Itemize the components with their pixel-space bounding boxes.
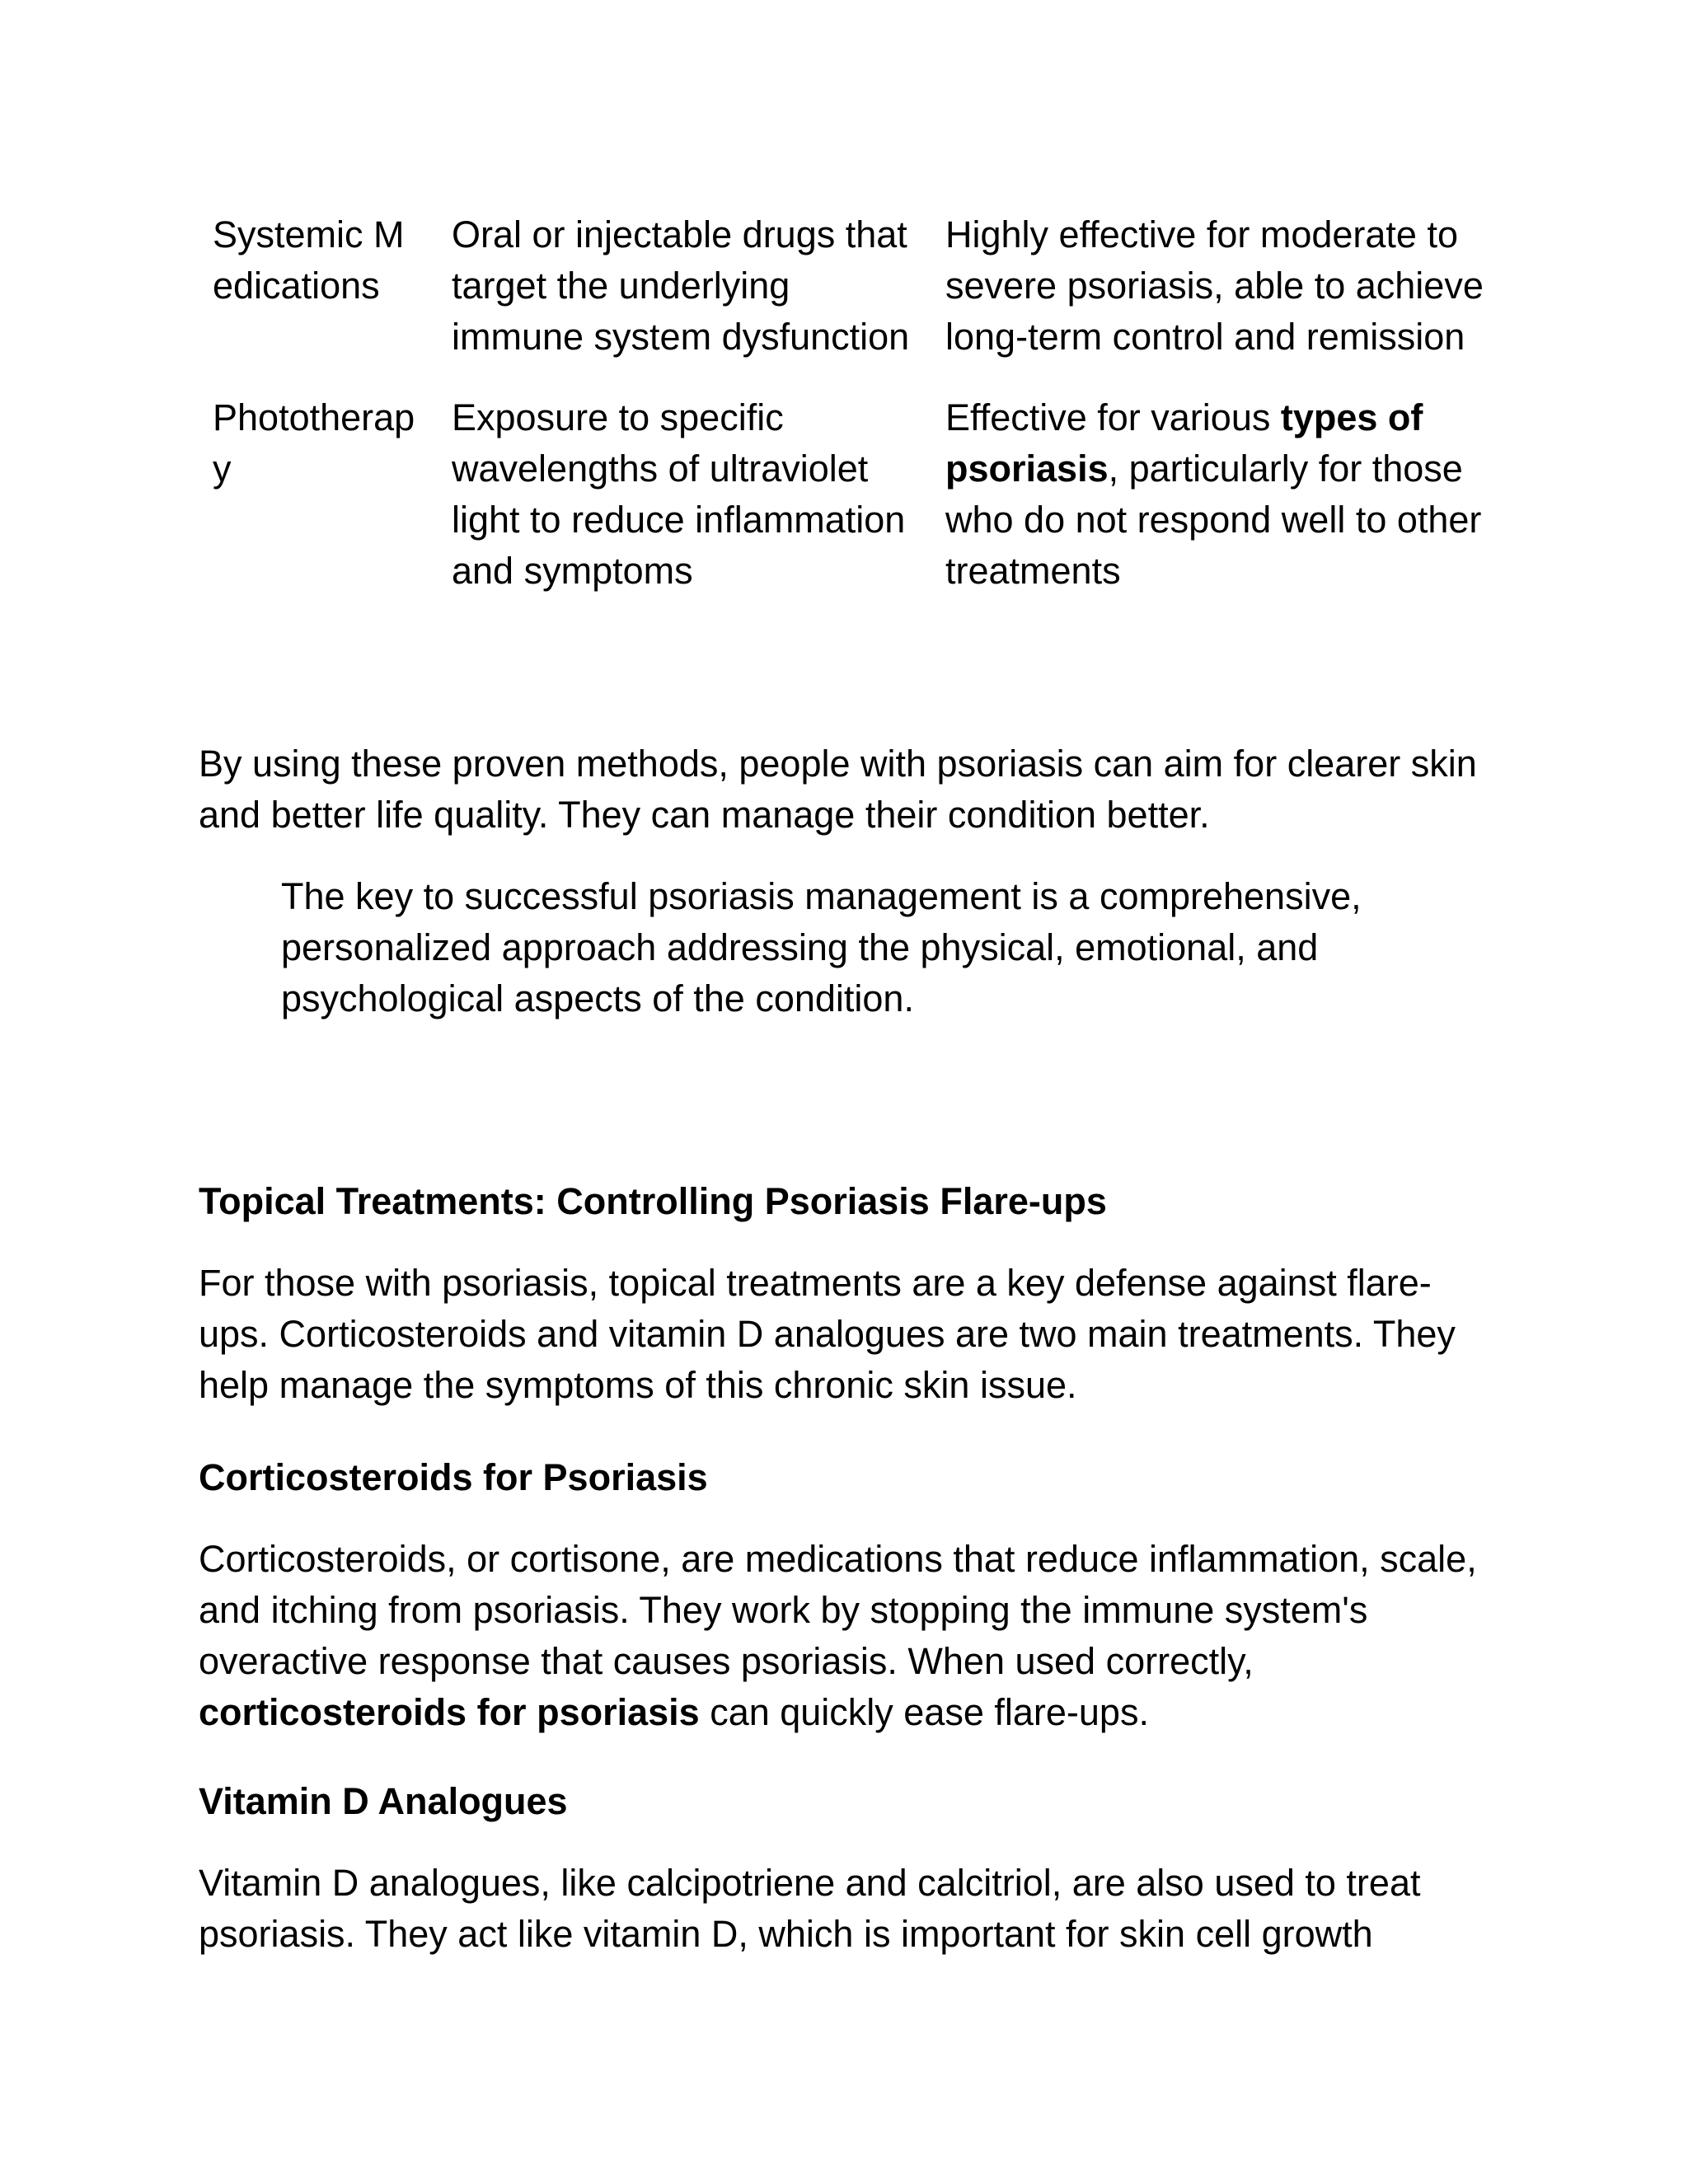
topical-paragraph: For those with psoriasis, topical treatments are a key defense against flare-ups. Corticosteroids and vitamin D analogues are two main treatments. They help manage the symptoms of this chronic skin issue.: [199, 1262, 1456, 1406]
treatment-description-cell: Exposure to specific wavelengths of ultraviolet light to reduce inflammation and symptoms: [452, 396, 906, 592]
treatment-name-cell: Systemic Medications: [213, 213, 405, 307]
subheading-corticosteroids: Corticosteroids for Psoriasis: [199, 1456, 708, 1498]
section-heading-topical: Topical Treatments: Controlling Psoriasis Flare-ups: [199, 1180, 1107, 1222]
treatment-description-cell: Oral or injectable drugs that target the underlying immune system dysfunction: [452, 213, 910, 358]
effect-bold-link-text: types of psoriasis: [945, 396, 1423, 490]
treatment-name-cell: Phototherapy: [213, 396, 415, 490]
treatment-effect-cell: [931, 392, 1504, 597]
effect-text: , particularly for those who do not respond well to other treatments: [945, 448, 1482, 592]
paragraph-text: can quickly ease flare-ups.: [699, 1691, 1149, 1733]
blockquote: The key to successful psoriasis management is a comprehensive, personalized approach addressing the physical, emotional, and psychological aspects of the condition.: [281, 875, 1362, 1019]
table-row: [198, 209, 1504, 392]
treatment-table: [198, 209, 1504, 597]
vitamin-d-paragraph: Vitamin D analogues, like calcipotriene and calcitriol, are also used to treat psoriasis. They act like vitamin D, which is important for skin cell growth: [199, 1862, 1421, 1955]
table-row: [198, 392, 1504, 597]
corticosteroids-paragraph: [199, 1534, 1501, 1738]
summary-paragraph: By using these proven methods, people with psoriasis can aim for clearer skin and better life quality. They can manage their condition better.: [199, 743, 1477, 836]
treatment-effect-cell: Highly effective for moderate to severe psoriasis, able to achieve long-term control and remission: [945, 213, 1484, 358]
effect-text: Effective for various: [945, 396, 1281, 438]
paragraph-bold-text: corticosteroids for psoriasis: [199, 1691, 700, 1733]
subheading-vitamin-d: Vitamin D Analogues: [199, 1780, 568, 1822]
paragraph-text: Corticosteroids, or cortisone, are medications that reduce inflammation, scale, and itching from psoriasis. They work by stopping the immune system's overactive response that causes psoriasis. When used correctly,: [199, 1538, 1477, 1682]
